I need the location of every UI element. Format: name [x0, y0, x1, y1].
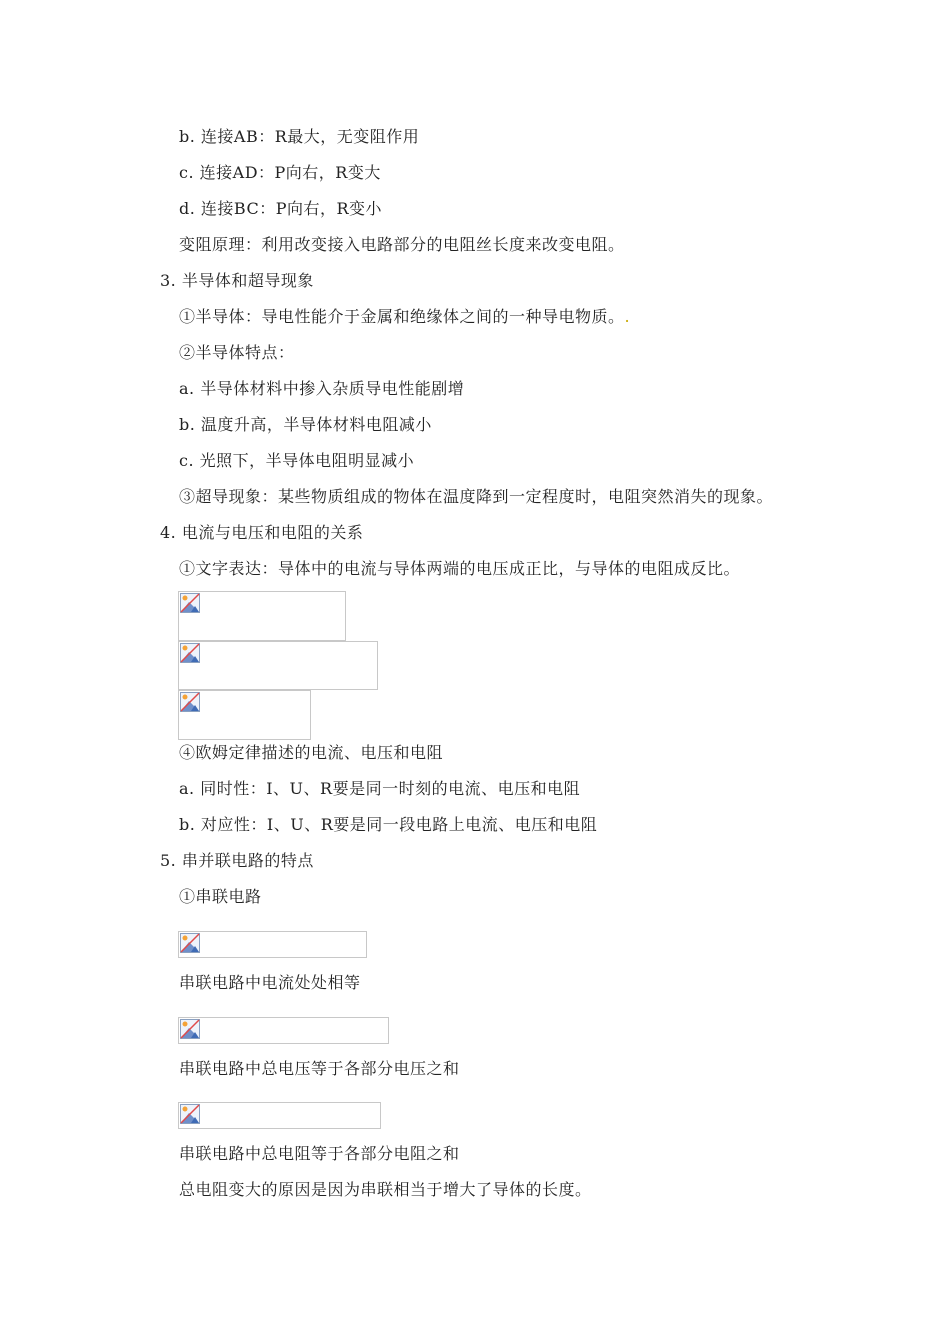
text-line-simultaneity: a. 同时性：I、U、R要是同一时刻的电流、电压和电阻	[179, 779, 581, 798]
text-line-feature-c: c. 光照下，半导体电阻明显减小	[179, 451, 415, 470]
text-line-semiconductor-def	[179, 307, 630, 327]
text-line-semiconductor-features: ②半导体特点：	[179, 343, 295, 362]
broken-image-icon	[180, 1104, 200, 1124]
text-line-correspondence: b. 对应性：I、U、R要是同一段电路上电流、电压和电阻	[179, 815, 598, 834]
text-line-series-resistance: 串联电路中总电阻等于各部分电阻之和	[179, 1144, 460, 1163]
broken-image-formula-2	[178, 641, 378, 690]
broken-image-icon	[180, 692, 200, 712]
text-line-feature-b: b. 温度升高，半导体材料电阻减小	[179, 415, 432, 434]
text-line-connect-bc: d. 连接BC：P向右，R变小	[179, 199, 383, 218]
section-heading-5: 5. 串并联电路的特点	[160, 851, 314, 870]
text-line-series-circuit: ①串联电路	[179, 887, 262, 906]
text-line-ohm-law-describes: ④欧姆定律描述的电流、电压和电阻	[179, 743, 444, 762]
text-line-connect-ab: b. 连接AB：R最大，无变阻作用	[179, 127, 420, 146]
stray-mark: .	[624, 307, 631, 326]
broken-image-icon	[180, 1019, 200, 1039]
text-line-series-current: 串联电路中电流处处相等	[179, 973, 361, 992]
text-line-ohm-statement: ①文字表达：导体中的电流与导体两端的电压成正比，与导体的电阻成反比。	[179, 559, 741, 578]
broken-image-formula-1	[178, 591, 346, 641]
semiconductor-def-text: ①半导体：导电性能介于金属和绝缘体之间的一种导电物质。	[179, 307, 625, 326]
broken-image-formula-3	[178, 690, 311, 740]
broken-image-icon	[180, 593, 200, 613]
text-line-rheostat-principle: 变阻原理：利用改变接入电路部分的电阻丝长度来改变电阻。	[179, 235, 625, 254]
text-line-superconductivity: ③超导现象：某些物质组成的物体在温度降到一定程度时，电阻突然消失的现象。	[179, 487, 774, 506]
text-line-connect-ad: c. 连接AD：P向右，R变大	[179, 163, 381, 182]
text-line-feature-a: a. 半导体材料中掺入杂质导电性能剧增	[179, 379, 465, 398]
broken-image-series-voltage	[178, 1017, 389, 1044]
text-line-series-voltage: 串联电路中总电压等于各部分电压之和	[179, 1059, 460, 1078]
section-heading-4: 4. 电流与电压和电阻的关系	[160, 523, 364, 542]
broken-image-series-resistance	[178, 1102, 381, 1129]
broken-image-icon	[180, 933, 200, 953]
section-heading-3: 3. 半导体和超导现象	[160, 271, 314, 290]
broken-image-series-current	[178, 931, 367, 958]
broken-image-icon	[180, 643, 200, 663]
text-line-resistance-reason: 总电阻变大的原因是因为串联相当于增大了导体的长度。	[179, 1180, 592, 1199]
